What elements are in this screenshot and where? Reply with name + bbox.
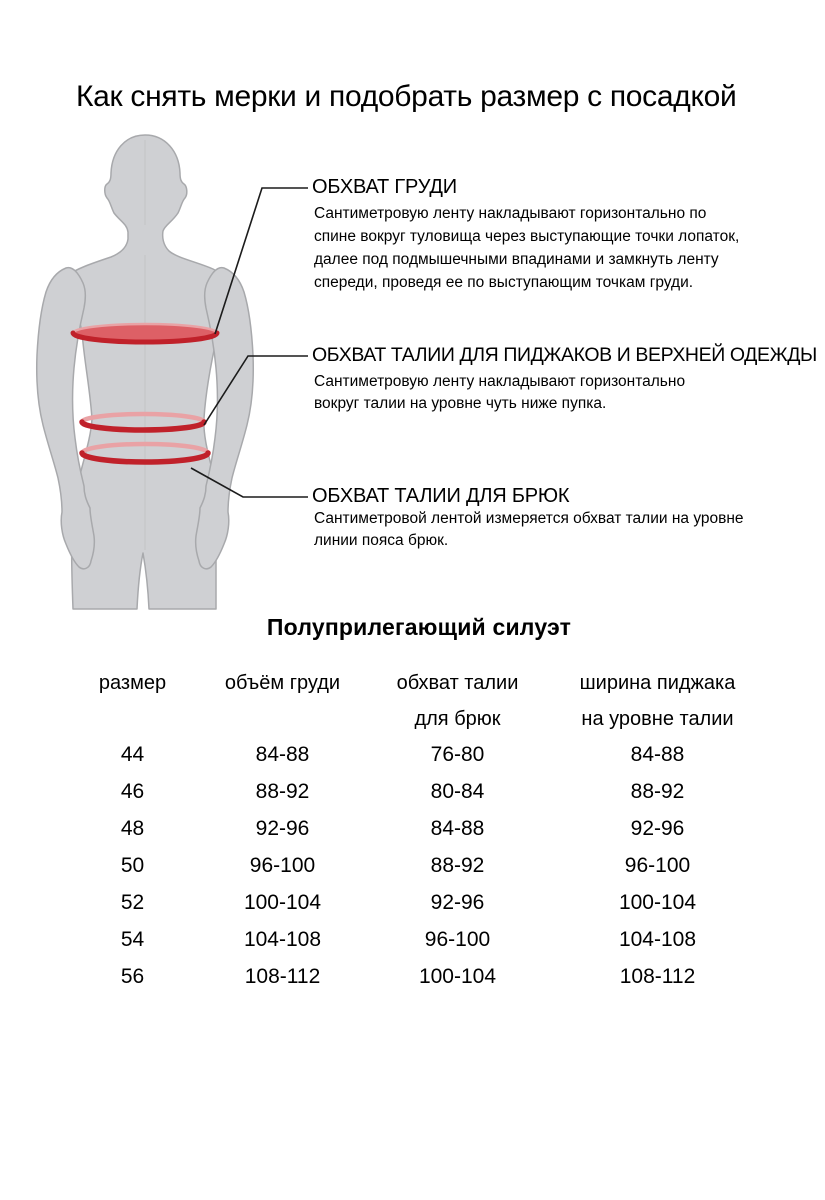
jacket-width-range: 100-104: [618, 890, 697, 914]
jacket-width-range: 88-92: [630, 779, 685, 803]
size-value: 48: [120, 816, 145, 840]
waist-range: 92-96: [430, 890, 485, 914]
size-table: [65, 664, 765, 995]
chest-range: 84-88: [255, 742, 310, 766]
trouser-waist-description: [314, 508, 744, 552]
text-line: спереди, проведя ее по выступающим точкам груди.: [314, 274, 694, 291]
chest-range: 100-104: [243, 890, 322, 914]
text-line: Сантиметровую ленту накладывают горизонтально: [314, 373, 686, 390]
size-value: 44: [120, 742, 145, 766]
chest-range: 108-112: [244, 964, 321, 988]
waist-range: 96-100: [424, 927, 491, 951]
col-header-jacket-width-line2: на уровне талии: [581, 707, 734, 730]
col-header-chest: объём груди: [224, 671, 341, 694]
chest-range: 92-96: [255, 816, 310, 840]
col-header-jacket-width: ширина пиджака: [579, 671, 736, 694]
text-line: вокруг талии на уровне чуть ниже пупка.: [314, 395, 607, 412]
text-line: спине вокруг туловища через выступающие точки лопаток,: [314, 228, 740, 245]
col-header-size-line2: [65, 702, 200, 736]
trouser-waist-heading: ОБХВАТ ТАЛИИ ДЛЯ БРЮК: [312, 485, 570, 507]
chest-measure-heading: ОБХВАТ ГРУДИ: [312, 176, 457, 198]
jacket-waist-description: [314, 371, 685, 415]
text-line: Сантиметровой лентой измеряется обхват талии на уровне: [314, 510, 744, 527]
chest-range: 96-100: [249, 853, 316, 877]
jacket-width-range: 84-88: [630, 742, 685, 766]
text-line: линии пояса брюк.: [314, 532, 449, 549]
chest-range: 104-108: [243, 927, 322, 951]
jacket-waist-heading: ОБХВАТ ТАЛИИ ДЛЯ ПИДЖАКОВ И ВЕРХНЕЙ ОДЕЖДЫ: [312, 344, 817, 366]
chest-range: 88-92: [255, 779, 310, 803]
col-header-size: размер: [98, 671, 167, 694]
body-measurement-figure: [0, 120, 310, 612]
size-table-title: Полуприлегающий силуэт: [266, 614, 572, 640]
text-line: Сантиметровую ленту накладывают горизонтально по: [314, 205, 707, 222]
size-value: 54: [120, 927, 145, 951]
male-silhouette-diagram: [0, 120, 310, 612]
size-value: 52: [120, 890, 145, 914]
size-value: 50: [120, 853, 145, 877]
size-value: 56: [120, 964, 145, 988]
page-title: Как снять мерки и подобрать размер с посадкой: [76, 80, 737, 113]
jacket-width-range: 108-112: [619, 964, 696, 988]
col-header-chest-line2: [200, 702, 365, 736]
col-header-waist: обхват талии: [396, 671, 519, 694]
chest-measure-description: [314, 202, 739, 294]
col-header-waist-line2: для брюк: [414, 707, 501, 730]
text-line: далее под подмышечными впадинами и замкнуть ленту: [314, 251, 719, 268]
waist-range: 84-88: [430, 816, 485, 840]
waist-range: 80-84: [430, 779, 485, 803]
waist-range: 88-92: [430, 853, 485, 877]
jacket-width-range: 92-96: [630, 816, 685, 840]
jacket-width-range: 104-108: [618, 927, 697, 951]
waist-range: 76-80: [430, 742, 485, 766]
waist-range: 100-104: [418, 964, 497, 988]
jacket-width-range: 96-100: [624, 853, 691, 877]
size-value: 46: [120, 779, 145, 803]
